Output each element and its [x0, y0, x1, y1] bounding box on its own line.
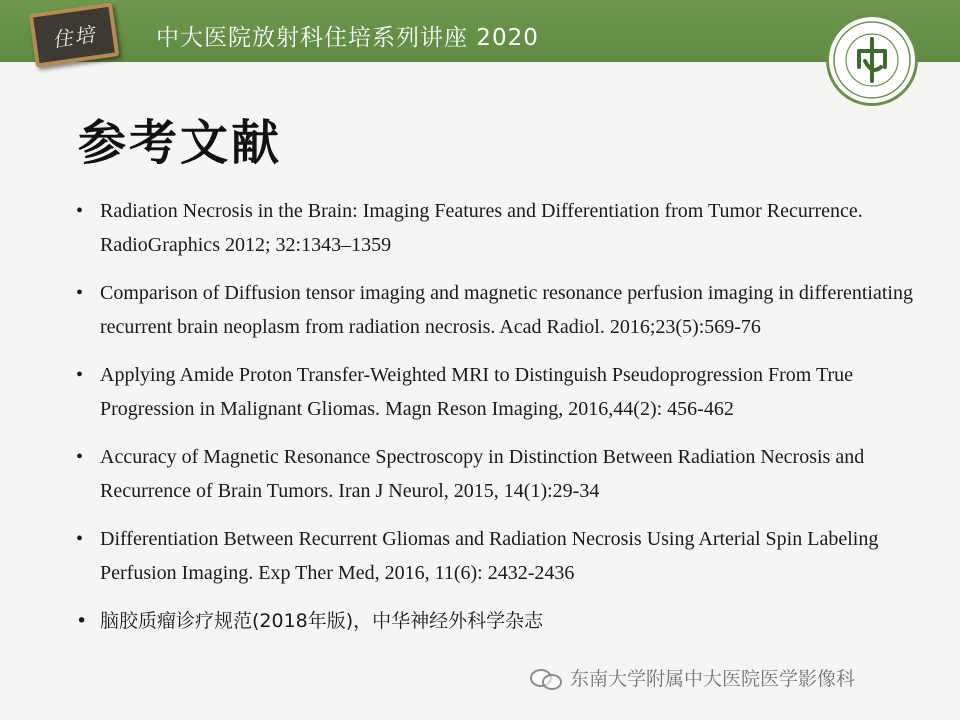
reference-item: • Differentiation Between Recurrent Gliomas and Radiation Necrosis Using Arterial Spin Labeling Perfusion Imaging. Exp Ther Med, 2016, 11(6): 2432-2436	[76, 522, 926, 590]
wechat-icon	[528, 666, 564, 690]
watermark	[528, 664, 855, 691]
reference-list	[76, 194, 926, 652]
series-title: 中大医院放射科住培系列讲座 2020	[156, 25, 539, 51]
reference-item: • Accuracy of Magnetic Resonance Spectroscopy in Distinction Between Radiation Necrosis and Recurrence of Brain Tumors. Iran J Neurol, 2015, 14(1):29-34	[76, 440, 926, 508]
reference-item: • Comparison of Diffusion tensor imaging and magnetic resonance perfusion imaging in differentiating recurrent brain neoplasm from radiation necrosis. Acad Radiol. 2016;23(5):569-76	[76, 276, 926, 344]
hospital-logo-icon	[826, 14, 918, 106]
reference-item: • Applying Amide Proton Transfer-Weighted MRI to Distinguish Pseudoprogression From True Progression in Malignant Gliomas. Magn Reson Imaging, 2016,44(2): 456-462	[76, 358, 926, 426]
watermark-text: 东南大学附属中大医院医学影像科	[570, 668, 856, 690]
chalkboard-badge	[29, 2, 120, 67]
page-title: 参考文献	[78, 115, 283, 171]
reference-item: • Radiation Necrosis in the Brain: Imaging Features and Differentiation from Tumor Recurrence. RadioGraphics 2012; 32:1343–1359	[76, 194, 926, 262]
badge-text: 住培	[50, 21, 98, 52]
header-bar	[0, 0, 960, 62]
reference-item: • 脑胶质瘤诊疗规范(2018年版)，中华神经外科学杂志	[76, 604, 926, 638]
